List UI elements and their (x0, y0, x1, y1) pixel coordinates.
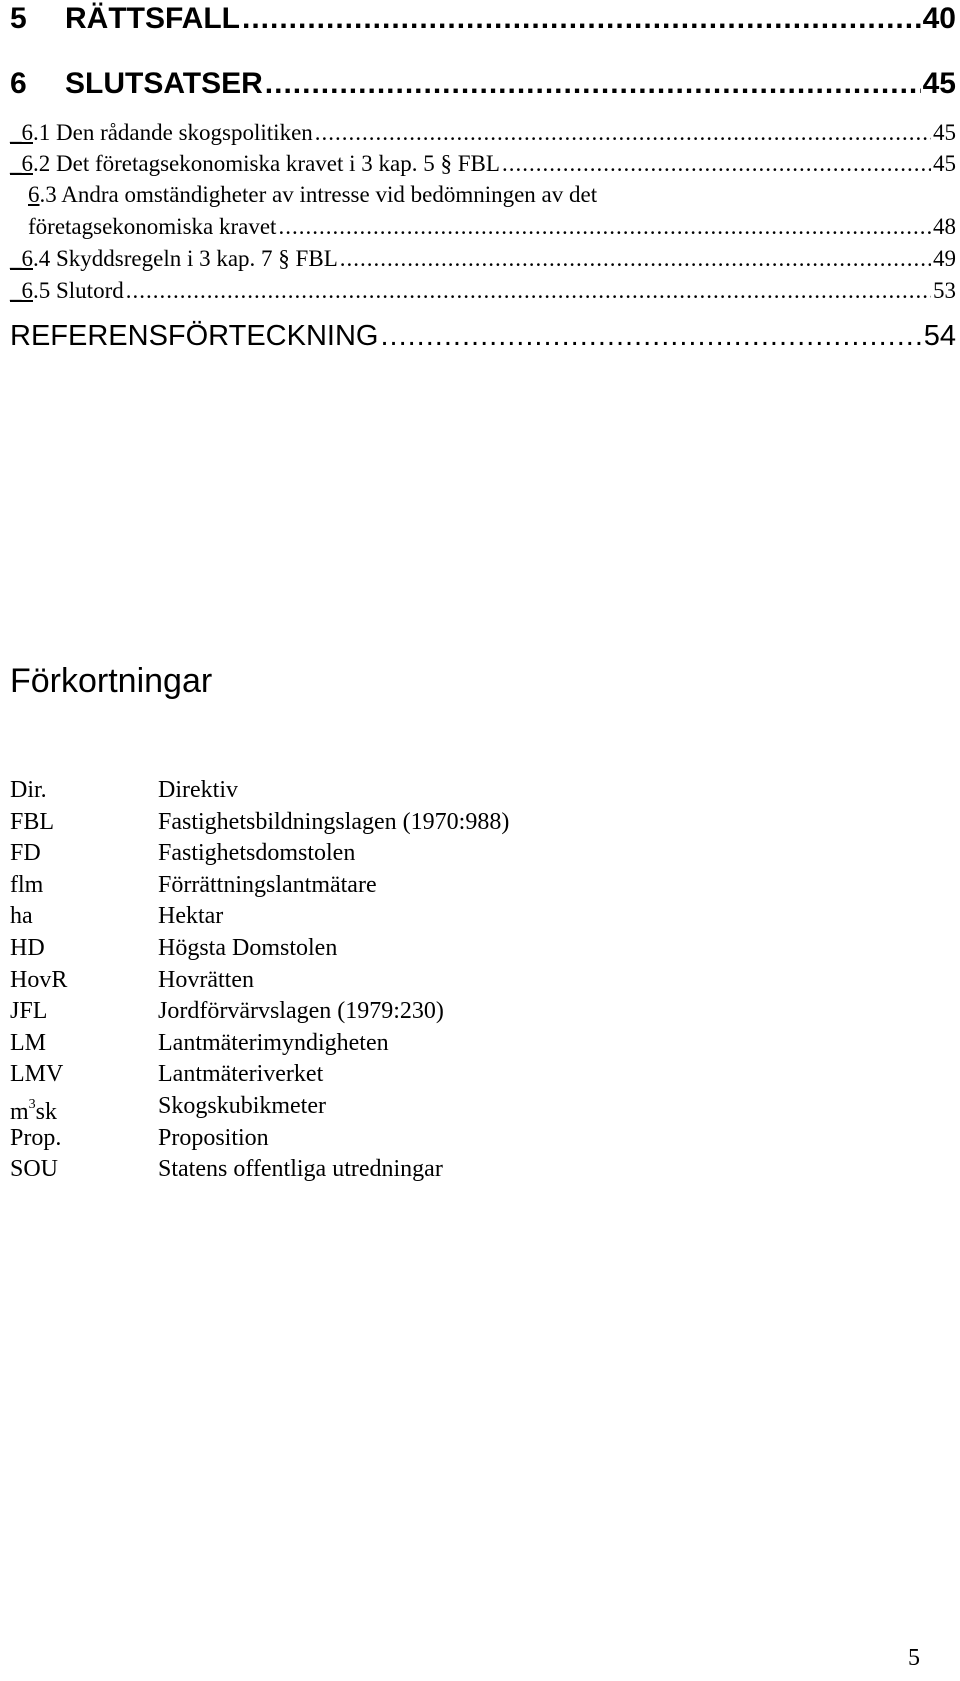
toc-page-number: 40 (922, 2, 956, 35)
toc-leader-dots (315, 120, 931, 146)
toc-section-number: 6 (21, 120, 33, 145)
list-item (10, 1154, 509, 1186)
abbreviations-heading: Förkortningar (10, 662, 213, 700)
abbreviation-rest: sk (35, 1098, 58, 1125)
toc-section-title: .3 Andra omständigheter av intresse vid bedömningen av det (39, 182, 598, 207)
toc-chapter-title: RÄTTSFALL (65, 2, 240, 35)
list-item (10, 965, 509, 997)
abbreviation-meaning: Proposition (158, 1124, 269, 1151)
toc-section-6-3-line2[interactable] (28, 214, 956, 240)
toc-page-number: 48 (933, 214, 956, 239)
abbreviation: Dir. (10, 777, 47, 803)
list-item (10, 838, 509, 870)
toc-page-number: 49 (933, 246, 956, 271)
list-item (10, 1123, 509, 1155)
toc-section-number: 6 (21, 151, 33, 176)
abbreviation: ha (10, 903, 33, 930)
list-item (10, 1028, 509, 1060)
abbreviation-meaning: Statens offentliga utredningar (158, 1156, 443, 1183)
list-item (10, 996, 509, 1028)
abbreviation: JFL (10, 998, 48, 1025)
toc-chapter-number: 6 (10, 67, 27, 100)
toc-page-number: 54 (923, 320, 956, 352)
toc-section-6-3-line1[interactable] (28, 182, 597, 208)
toc-leader-dots (502, 151, 931, 177)
abbreviation: FD (10, 840, 41, 867)
toc-references-title: REFERENSFÖRTECKNING (10, 320, 379, 352)
abbreviation: Prop. (10, 1124, 62, 1151)
list-item (10, 933, 509, 965)
list-item (10, 1091, 509, 1123)
toc-section-number: 6 (21, 278, 33, 303)
abbreviation-meaning: Lantmäterimyndigheten (158, 1029, 389, 1056)
toc-chapter-number: 5 (10, 2, 27, 35)
toc-section-title: .4 Skyddsregeln i 3 kap. 7 § FBL (33, 246, 338, 271)
toc-page-number: 45 (922, 67, 956, 100)
toc-section-6-1[interactable] (10, 120, 956, 146)
list-item (10, 870, 509, 902)
abbreviation-meaning: Fastighetsbildningslagen (1970:988) (158, 808, 510, 835)
toc-references[interactable] (10, 320, 956, 353)
toc-section-prefix: _ (10, 151, 22, 176)
toc-section-number: 6 (28, 182, 40, 207)
toc-section-prefix: _ (10, 120, 22, 145)
toc-page-number: 45 (933, 120, 956, 145)
list-item (10, 807, 509, 839)
toc-section-title: .5 Slutord (33, 278, 124, 303)
toc-chapter-5[interactable] (10, 2, 956, 36)
toc-leader-dots (380, 320, 921, 353)
abbreviation-meaning: Jordförvärvslagen (1979:230) (158, 998, 444, 1025)
abbreviation-meaning: Hektar (158, 903, 224, 930)
abbreviation: LM (10, 1029, 46, 1056)
toc-section-title-continued: företagsekonomiska kravet (28, 214, 277, 239)
abbreviation: FBL (10, 808, 55, 835)
abbreviation: HovR (10, 966, 68, 993)
toc-chapter-6[interactable] (10, 67, 956, 101)
toc-section-6-5[interactable] (10, 278, 956, 304)
abbreviation: SOU (10, 1156, 59, 1183)
toc-chapter-title: SLUTSATSER (65, 67, 263, 100)
toc-section-6-4[interactable] (10, 246, 956, 272)
abbreviation: flm (10, 871, 44, 898)
toc-page-number: 45 (933, 151, 956, 176)
toc-section-title: .1 Den rådande skogspolitiken (33, 120, 313, 145)
toc-section-prefix: _ (10, 278, 22, 303)
abbreviation-meaning: Direktiv (158, 777, 238, 803)
abbreviation-meaning: Lantmäteriverket (158, 1061, 324, 1088)
toc-section-title: .2 Det företagsekonomiska kravet i 3 kap. 5 § FBL (33, 151, 500, 176)
abbreviation-meaning: Skogskubikmeter (158, 1092, 326, 1119)
abbreviation-meaning: Hovrätten (158, 966, 254, 993)
toc-leader-dots (126, 278, 931, 304)
toc-leader-dots (265, 67, 921, 101)
list-item (10, 901, 509, 933)
abbreviation: HD (10, 934, 45, 961)
abbreviation (10, 1091, 158, 1123)
toc-section-number: 6 (21, 246, 33, 271)
abbreviation-meaning: Förrättningslantmätare (158, 871, 377, 898)
abbreviations-list (10, 775, 509, 1186)
toc-leader-dots (278, 214, 931, 240)
abbreviation-meaning: Högsta Domstolen (158, 934, 338, 961)
toc-section-6-2[interactable] (10, 151, 956, 177)
toc-section-prefix: _ (10, 246, 22, 271)
abbreviation: LMV (10, 1061, 64, 1088)
toc-leader-dots (340, 246, 931, 272)
toc-page-number: 53 (933, 278, 956, 303)
abbreviation-superscript: 3 (28, 1096, 36, 1112)
list-item (10, 1059, 509, 1091)
toc-leader-dots (242, 2, 921, 36)
list-item (10, 775, 509, 807)
abbreviation-meaning: Fastighetsdomstolen (158, 840, 356, 867)
abbreviation-base: m (10, 1098, 29, 1125)
page-number: 5 (908, 1645, 920, 1671)
